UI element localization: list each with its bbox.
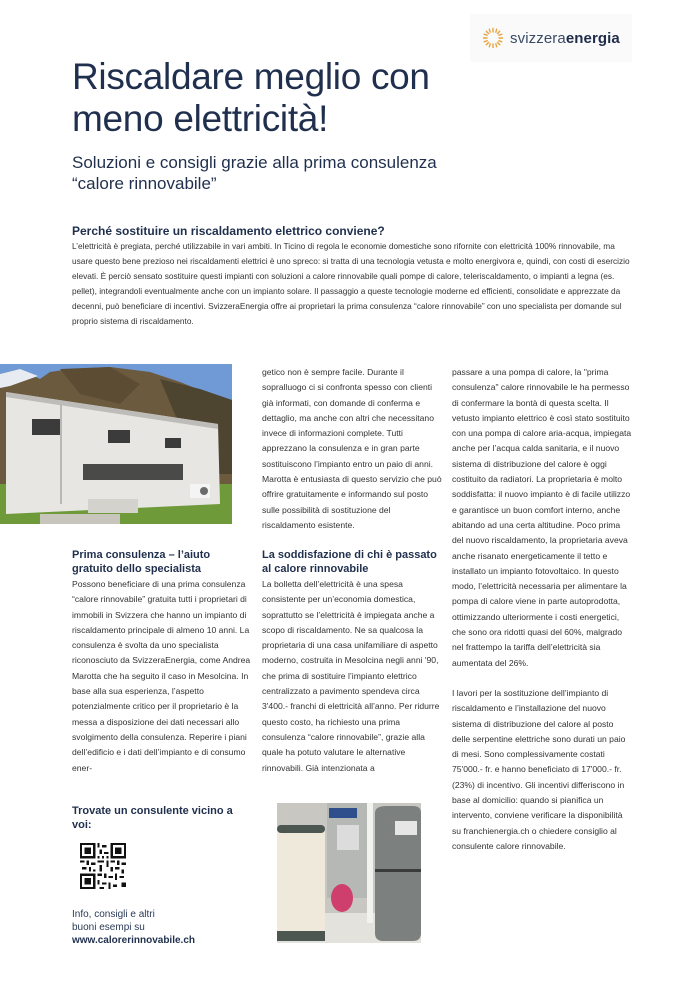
section-first-consultation-heading: Prima consulenza – l’aiuto gratuito dello specialista (72, 549, 211, 575)
title-line-2: meno elettricità! (72, 98, 329, 139)
page-subtitle (72, 152, 532, 194)
section-satisfaction-text: La bolletta dell’elettricità è una spesa consistente per un’economia domestica, soprattutto se l’elettricità è impiegata anche a scopo di riscaldamento. Ne sa qualcosa la proprietaria di una casa unifamiliare di aspetto moderno, costruita in Mesolcina negli anni '90, che prima di sostituire l’impianto elettrico centralizzato a pavimento spendeva circa 3'400.- franchi di elettricità all’anno. Per ridurre questo costo, ha richiesto una prima consulenza “calore rinnovabile”, grazie alla quale ha potuto valutare le alternative rinnovabili. Già intenzionata a (262, 579, 440, 773)
section-satisfaction-heading: La soddisfazione di chi è passato al calore rinnovabile (262, 549, 437, 575)
section-satisfaction-continued (452, 365, 632, 854)
title-line-1: Riscaldare meglio con (72, 56, 430, 97)
info-line-1: Info, consigli e altri (72, 909, 155, 920)
qr-code-icon[interactable] (80, 843, 126, 889)
page-title (72, 56, 532, 140)
section-satisfaction (262, 548, 442, 776)
subtitle-line-2: “calore rinnovabile” (72, 174, 217, 193)
brand-logo (470, 14, 632, 62)
intro-paragraph: L’elettricità è pregiata, perché utilizzabile in vari ambiti. In Ticino di regola le economie domestiche sono rifornite con elettricità 100% rinnovabile, ma usare questo bene prezioso nei riscaldamenti elettrici è uno spreco: si tratta di una tecnologia vetusta e molto energivora e, quindi, con costi di esercizio elevati. È perciò sensato sostituire questi impianti con soluzioni a calore rinnovabile quali pompe di calore, teleriscaldamento, o impianti a legna (es. pellet), integrandoli eventualmente anche con un impianto solare. Il passaggio a queste tecnologie moderne ed efficienti, consolidate e apprezzate da decenni, può beneficiare di incentivi. SvizzeraEnergia offre ai proprietari la prima consulenza “calore rinnovabile” con uno specialista per domande sul proprio sistema di riscaldamento. (72, 241, 630, 326)
section-first-consultation-continued (262, 365, 442, 533)
house-photo (0, 364, 232, 524)
subtitle-line-1: Soluzioni e consigli grazie alla prima consulenza (72, 153, 437, 172)
sun-icon (482, 27, 504, 49)
find-consultant-heading: Trovate un consulente vicino a voi: (72, 805, 233, 831)
section-first-consultation-text-continued: getico non è sempre facile. Durante il sopralluogo ci si confronta spesso con clienti già informati, con domande di conferma e dettaglio, ma anche con altri che necessitano invece di informazioni complete. Tutti apprezzano la consulenza e in gran parte sostituiscono l’impianto entro un paio di anni. Marotta è entusiasta di questo servizio che può offrire gratuitamente e informando sul posto sulle possibilità di sostituzione del riscaldamento esistente. (262, 367, 442, 530)
intro-heading: Perché sostituire un riscaldamento elettrico conviene? (72, 224, 385, 238)
find-consultant-info (72, 908, 252, 947)
info-line-2: buoni esempi su (72, 922, 145, 933)
section-satisfaction-costs-text: I lavori per la sostituzione dell’impianto di riscaldamento e l’installazione del nuovo sistema di distribuzione del calore al posto delle serpentine elettriche sono durati un paio di mesi. Sono complessivamente costati 75'000.- fr. e hanno beneficiato di 17'000.- fr. (23%) di incentivo. Gli incentivi differiscono in base al domicilio: quando si pianifica un intervento, conviene verificare la disponibilità su franchienergia.ch o chiedere consiglio al consulente calore rinnovabile. (452, 687, 626, 851)
section-first-consultation-text: Possono beneficiare di una prima consulenza “calore rinnovabile” gratuita tutti i proprietari di immobili in Svizzera che hanno un impianto di riscaldamento principale di almeno 10 anni. La consulenza è svolta da uno specialista riconosciuto da SvizzeraEnergia, come Andrea Marotta che ha seguito il caso in Mesolcina. In base alla sua esperienza, l’aspetto potenzialmente critico per il proprietario è la messa a disposizione dei dati necessari allo svolgimento della consulenza. Reperire i piani dell’edificio e i dati dell’impianto e di consumo ener- (72, 579, 251, 773)
brand-name-light: svizzera (510, 29, 566, 47)
find-consultant-box (72, 804, 252, 947)
heat-pump-photo (277, 803, 421, 943)
section-first-consultation (72, 548, 252, 776)
brand-name-bold: energia (565, 29, 620, 47)
section-satisfaction-text-continued: passare a una pompa di calore, la "prima consulenza" calore rinnovabile le ha permesso di confermare la bontà di questa scelta. Il vetusto impianto elettrico è così stato sostituito con una pompa di calore aria-acqua, impiegata anche per l’acqua calda sanitaria, e il nuovo sistema di distribuzione del calore è oggi costituito da radiatori. La proprietaria è molto soddisfatta: il nuovo impianto è di facile utilizzo e garantisce un buon comfort interno, anche abitando ad una certa altitudine. Poco prima del nuovo riscaldamento, la proprietaria aveva anche risanato energeticamente il tetto e installato un impianto fotovoltaico. In questo modo, l’elettricità necessaria per alimentare la pompa di calore viene in parte autoprodotta, ottimizzando ulteriormente i costi energetici, che sono ora ridotti quasi del 60%, malgrado nel frattempo la tariffa dell’elettricità sia aumentata del 26%. (452, 367, 632, 668)
website-link[interactable]: www.calorerinnovabile.ch (72, 935, 195, 946)
brand-name (510, 30, 620, 47)
